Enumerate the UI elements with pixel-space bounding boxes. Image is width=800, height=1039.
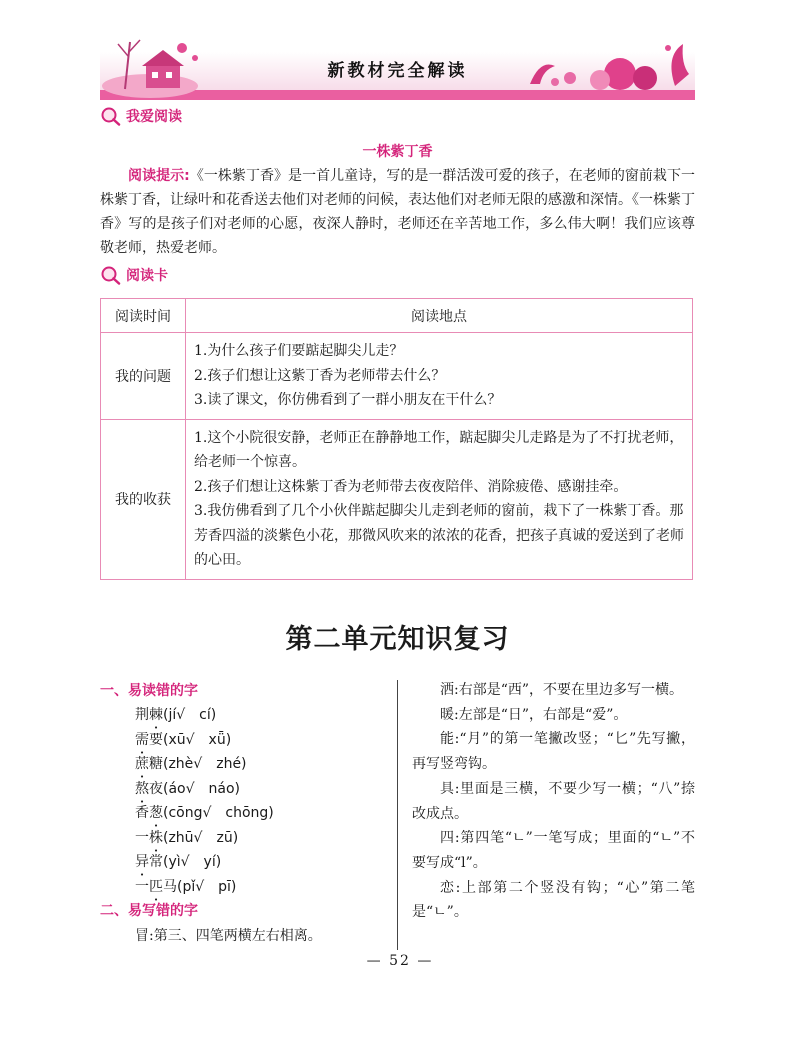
part2-title: 二、易写错的字 <box>100 903 198 919</box>
word-char: 熬 <box>135 780 149 797</box>
reading-hint-text: 《一株紫丁香》是一首儿童诗，写的是一群活泼可爱的孩子，在老师的窗前栽下一株紫丁香，让绿叶和花香送去他们对老师的问候，表达他们对老师无限的感激和深情。《一株紫丁香》写的是孩子们对老师的心愿，夜深人静时，老师还在辛苦地工作，多么伟大啊！我们应该尊敬老师，热爱老师。 <box>100 168 696 256</box>
pinyin: (zhū√ zū) <box>163 829 239 846</box>
column-divider <box>397 680 398 950</box>
pinyin: (yì√ yí) <box>163 854 222 870</box>
word-char: 葱 <box>149 805 163 821</box>
word-char: 要 <box>149 731 163 748</box>
first-note: 冒:第三、四笔两横左右相离。 <box>135 928 322 944</box>
unit-title: 第二单元知识复习 <box>285 624 510 655</box>
row-label-gains: 我的收获 <box>101 419 186 579</box>
list-item: 3.读了课文，你仿佛看到了一群小朋友在干什么？ <box>194 392 502 408</box>
header-title: 新教材完全解读 <box>327 61 468 81</box>
list-item: 3.我仿佛看到了几个小伙伴踮起脚尖儿走到老师的窗前，栽下了一株紫丁香。那芳香四溢的淡紫色小花，那微风吹来的浓浓的花香，把孩子真诚的爱送到了老师的心田。 <box>194 503 684 568</box>
word-char: 一 <box>135 878 149 895</box>
part1-title: 一、易读错的字 <box>100 683 198 699</box>
word-item <box>135 801 274 825</box>
word-item <box>135 875 236 899</box>
list-item: 洒:右部是“西”，不要在里边多写一横。 <box>440 682 684 698</box>
word-item <box>135 728 231 752</box>
list-item: 2.孩子们想让这株紫丁香为老师带去夜夜陪伴、消除疲倦、感谢挂牵。 <box>194 478 628 495</box>
list-item: 具:里面是三横，不要少写一横；“八”捺改成点。 <box>412 780 695 822</box>
page-number: — 52 — <box>366 953 434 969</box>
word-char: 棘 <box>149 707 163 723</box>
list-item: 1.这个小院很安静，老师正在静静地工作，踮起脚尖儿走路是为了不打扰老师，给老师一个惊喜。 <box>194 429 684 470</box>
pinyin: (áo√ náo) <box>163 780 241 797</box>
answers-cell <box>186 419 693 579</box>
reading-card-table <box>100 298 693 580</box>
word-char: 株 <box>149 829 163 846</box>
reading-hint <box>100 164 695 260</box>
pinyin: (zhè√ zhé) <box>163 756 247 772</box>
word-char: 匹 <box>149 878 163 895</box>
section-label-card <box>100 265 168 285</box>
pinyin: (cōng√ chōng) <box>163 805 274 821</box>
pinyin: (jí√ cí) <box>163 707 217 723</box>
word-item <box>135 850 221 874</box>
list-item: 四:第四笔“ㄴ”一笔写成；里面的“ㄴ”不要写成“l”。 <box>412 830 695 871</box>
table-header-time: 阅读时间 <box>101 299 186 333</box>
section-label-text: 我爱阅读 <box>126 109 182 125</box>
word-char: 香 <box>135 805 149 821</box>
list-item: 能:“月”的第一笔撇改竖；“匕”先写撇，再写竖弯钩。 <box>412 731 695 773</box>
row-label-questions: 我的问题 <box>101 333 186 420</box>
story-title: 一株紫丁香 <box>362 144 433 160</box>
pinyin: (pǐ√ pī) <box>177 878 237 895</box>
list-item: 2.孩子们想让这紫丁香为老师带去什么？ <box>194 367 446 384</box>
word-item <box>135 752 247 776</box>
word-char: 一 <box>135 829 149 846</box>
word-char: 马 <box>163 878 177 895</box>
word-char: 荆 <box>135 707 149 723</box>
section-label-text: 阅读卡 <box>126 268 168 284</box>
magnifier-icon <box>100 106 122 126</box>
word-item <box>135 703 216 727</box>
questions-cell <box>186 333 693 420</box>
word-char: 需 <box>135 731 149 748</box>
list-item: 暖:左部是“日”，右部是“爱”。 <box>440 706 628 723</box>
right-column-notes <box>412 678 695 925</box>
list-item: 恋:上部第二个竖没有钩；“心”第二笔是“ㄴ”。 <box>412 879 695 921</box>
header-banner <box>100 34 695 100</box>
word-item <box>135 826 238 850</box>
word-char: 夜 <box>149 780 163 797</box>
magnifier-icon <box>100 265 122 285</box>
word-char: 异 <box>135 854 149 870</box>
section-label-reading <box>100 106 182 126</box>
table-header-place: 阅读地点 <box>186 299 693 333</box>
word-char: 常 <box>149 854 163 870</box>
pinyin: (xū√ xǖ) <box>163 731 232 748</box>
word-char: 糖 <box>149 756 163 772</box>
reading-hint-lead: 阅读提示: <box>128 168 190 184</box>
word-item <box>135 777 240 801</box>
list-item: 1.为什么孩子们要踮起脚尖儿走？ <box>194 343 404 359</box>
word-char: 蔗 <box>135 756 149 772</box>
